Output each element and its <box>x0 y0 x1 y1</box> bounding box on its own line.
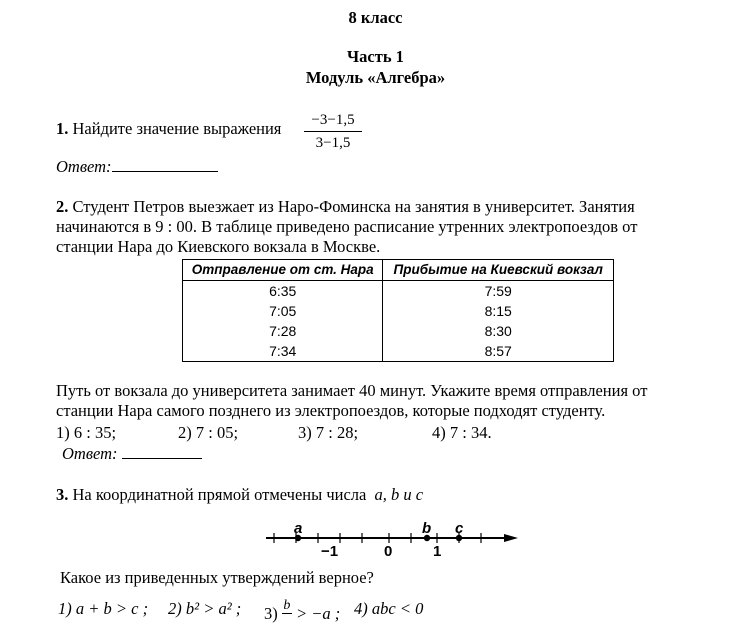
q2-after-line2: станции Нара самого позднего из электропоездов, которые подходят студенту. <box>56 401 606 420</box>
label-zero: 0 <box>384 543 393 560</box>
q3-option-2: 2) b² > a² ; <box>168 599 242 618</box>
label-c: c <box>455 520 464 537</box>
label-minus-one: −1 <box>321 543 339 560</box>
q1-denominator: 3−1,5 <box>315 135 351 151</box>
part-heading: Часть 1 <box>347 47 404 66</box>
arrival-cell: 8:57 <box>383 341 614 362</box>
axis-arrow <box>504 534 518 542</box>
q2-line3: станции Нара до Киевского вокзала в Москве. <box>56 237 381 256</box>
col-header-arrival: Прибытие на Киевский вокзал <box>383 260 614 281</box>
grade-heading: 8 класс <box>348 8 403 27</box>
q1-numerator: −3−1,5 <box>311 112 355 128</box>
arrival-cell: 8:15 <box>383 301 614 321</box>
q2-option-4: 4) 7 : 34. <box>432 423 492 442</box>
q3-option-3 <box>264 599 340 624</box>
module-heading: Модуль «Алгебра» <box>305 68 446 87</box>
q3-option-3-numerator: b <box>283 598 291 613</box>
label-b: b <box>422 520 432 537</box>
arrival-cell: 8:30 <box>383 321 614 341</box>
q3-text: На координатной прямой отмечены числа <box>72 485 367 504</box>
departure-cell: 7:28 <box>183 321 383 341</box>
q2-after-line1: Путь от вокзала до университета занимает 40 минут. Укажите время отправления от <box>56 381 648 400</box>
label-one: 1 <box>433 543 442 560</box>
q3-question: Какое из приведенных утверждений верное? <box>60 568 374 587</box>
q3-option-1: 1) a + b > c ; <box>58 599 149 618</box>
departure-cell: 7:34 <box>183 341 383 362</box>
q3-option-4: 4) abc < 0 <box>354 599 424 618</box>
q3-number: 3. <box>56 485 69 504</box>
q2-option-2: 2) 7 : 05; <box>178 423 239 442</box>
q2-line1-text: Студент Петров выезжает из Наро-Фоминска на занятия в университет. Занятия <box>72 197 635 216</box>
q3-option-3-prefix: 3) <box>264 604 278 623</box>
q2-line2-a: начинаются в <box>56 217 152 236</box>
q3-option-3-suffix: > −a ; <box>296 604 341 623</box>
q2-line2-time: 9 : 00 <box>155 217 193 236</box>
q2-line2-b: . В таблице приведено расписание утренних электропоездов от <box>192 217 638 236</box>
arrival-cell: 7:59 <box>383 281 614 302</box>
departure-cell: 6:35 <box>183 281 383 302</box>
q1-number: 1. <box>56 119 69 138</box>
label-a: a <box>294 520 303 537</box>
q2-option-1: 1) 6 : 35; <box>56 423 117 442</box>
col-header-departure: Отправление от ст. Нара <box>183 260 383 281</box>
q1-text: Найдите значение выражения <box>72 119 282 138</box>
q2-number: 2. <box>56 197 69 216</box>
departure-cell: 7:05 <box>183 301 383 321</box>
q3-vars: a, b и c <box>374 485 424 504</box>
q2-option-3: 3) 7 : 28; <box>298 423 359 442</box>
q2-answer-label: Ответ: <box>62 444 118 463</box>
q1-answer-label: Ответ: <box>56 157 112 176</box>
